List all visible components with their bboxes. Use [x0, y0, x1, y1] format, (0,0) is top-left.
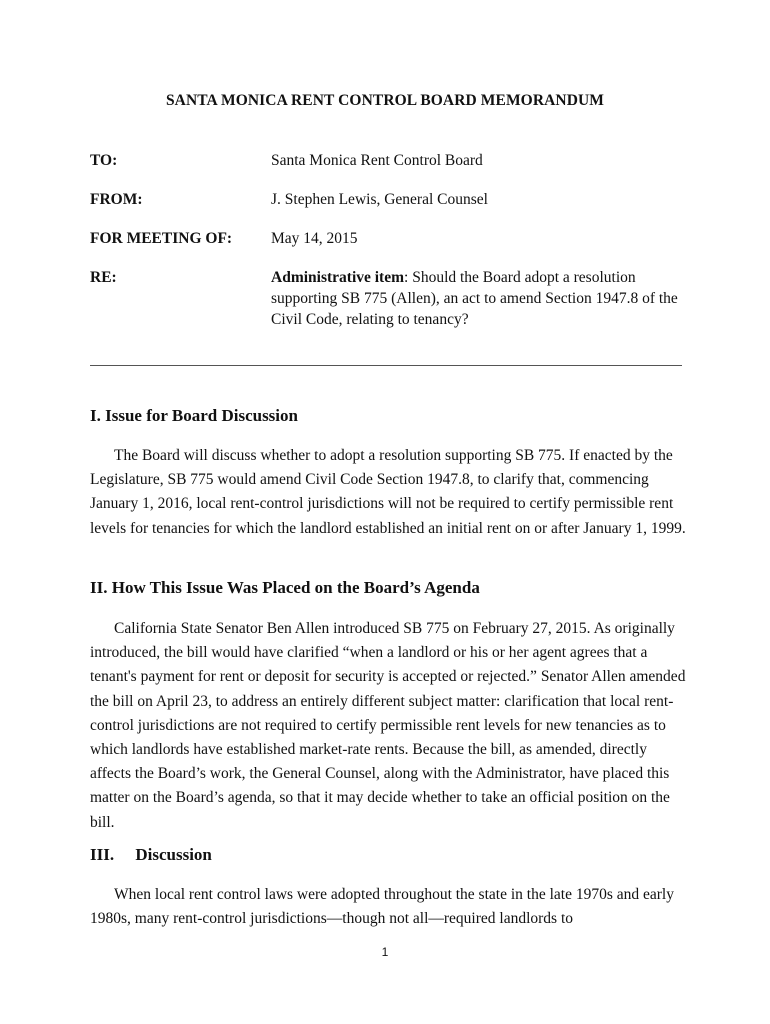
- section-heading-agenda: II. How This Issue Was Placed on the Board’s Agenda: [90, 578, 480, 597]
- section-body-agenda: California State Senator Ben Allen introduced SB 775 on February 27, 2015. As originally introduced, the bill would have clarified “when a landlord or his or her agent agrees that a tenant's payment for rent or deposit for security is accepted or rejected.” Senator Allen amended the bill on April 23, to address an entirely different subject matter: clarification that local rent-control jurisdictions are not required to certify permissible rent levels for new tenancies as to which landlords have established market-rate rents. Because the bill, as amended, directly affects the Board’s work, the General Counsel, along with the Administrator, have placed this matter on the Board’s agenda, so that it may decide whether to take an official position on the bill.: [90, 620, 686, 831]
- section-heading-issue: I. Issue for Board Discussion: [90, 406, 298, 425]
- header-divider: [90, 365, 682, 366]
- to-value: Santa Monica Rent Control Board: [271, 152, 483, 169]
- re-text: : Should the Board adopt a resolution supporting SB 775 (Allen), an act to amend Section 1947.8 of the Civil Code, relating to tenancy?: [271, 269, 678, 328]
- page-number: 1: [381, 945, 389, 959]
- from-value: J. Stephen Lewis, General Counsel: [271, 191, 488, 208]
- meeting-label: FOR MEETING OF:: [90, 230, 233, 247]
- to-label: TO:: [90, 152, 118, 169]
- section-body-issue: The Board will discuss whether to adopt a resolution supporting SB 775. If enacted by the Legislature, SB 775 would amend Civil Code Section 1947.8, to clarify that, commencing January 1, 2016, local rent-control jurisdictions will not be required to certify permissible rent levels for tenancies for which the landlord established an initial rent on or after January 1, 1999.: [90, 447, 686, 537]
- memo-title: SANTA MONICA RENT CONTROL BOARD MEMORANDUM: [165, 92, 605, 109]
- section-body-discussion: When local rent control laws were adopted throughout the state in the late 1970s and early 1980s, many rent-control jurisdictions—though not all—required landlords to: [90, 886, 674, 928]
- section-heading-discussion: III. Discussion: [90, 845, 212, 864]
- re-bold-text: Administrative item: [271, 269, 405, 286]
- re-label: RE:: [90, 269, 117, 286]
- re-value: [271, 267, 691, 330]
- meeting-value: May 14, 2015: [271, 230, 358, 247]
- from-label: FROM:: [90, 191, 143, 208]
